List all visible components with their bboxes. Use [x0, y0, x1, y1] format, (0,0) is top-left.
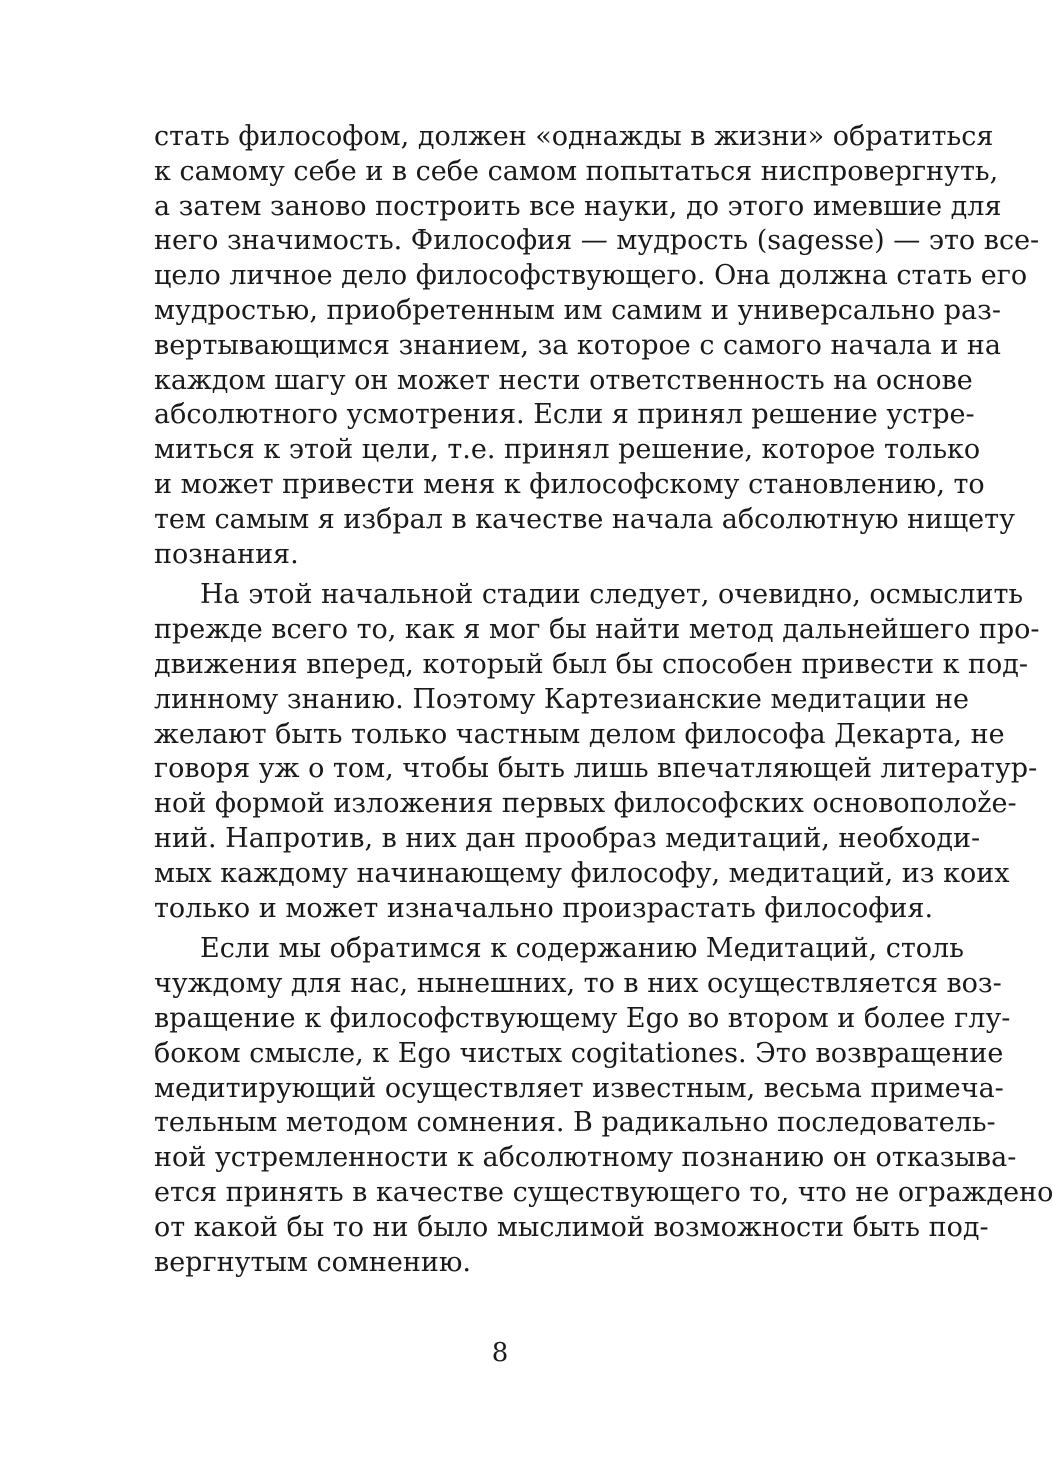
text-line: стать философом, должен «однажды в жизни» обратиться — [154, 121, 994, 152]
text-line: к самому себе и в себе самом попытаться ниспровергнуть, — [154, 155, 999, 187]
page-number: 8 — [491, 1338, 509, 1368]
text-line: мых каждому начинающему философу, медитаций, из коих — [154, 857, 1010, 889]
text-line: На этой начальной стадии следует, очевидно, осмыслить — [200, 579, 1024, 611]
paragraph-2 — [154, 578, 1040, 926]
text-line: от какой бы то ни было мыслимой возможности быть под- — [154, 1211, 989, 1243]
text-line: вертывающимся знанием, за которое с самого начала и на — [154, 329, 1002, 361]
text-line: него значимость. Философия — мудрость (sagesse) — это все- — [154, 225, 1040, 257]
text-line: линному знанию. Поэтому Картезианские медитации не — [154, 683, 970, 715]
text-line: ется принять в качестве существующего то, что не ограждено — [154, 1176, 1053, 1208]
text-line: только и может изначально произрастать философия. — [154, 892, 934, 924]
text-line: желают быть только частным делом философа Декарта, не — [154, 718, 1005, 750]
text-line: и может привести меня к философскому становлению, то — [154, 468, 985, 500]
text-line: ний. Напротив, в них дан прообраз медитаций, необходи- — [154, 822, 981, 854]
text-line: познания. — [154, 538, 299, 570]
text-line: мудростью, приобретенным им самим и универсально раз- — [154, 294, 1001, 326]
text-line: миться к этой цели, т.е. принял решение, которое только — [154, 434, 981, 466]
text-line: цело личное дело философствующего. Она должна стать его — [154, 260, 1028, 292]
text-line: боком смысле, к Ego чистых cogitationes. Это возвращение — [154, 1037, 1004, 1069]
body-text — [154, 120, 1053, 1280]
text-line: медитирующий осуществляет известным, весьма примеча- — [154, 1072, 1004, 1104]
text-line: вращение к философствующему Ego во втором и более глу- — [154, 1002, 1011, 1034]
text-line: а затем заново построить все науки, до этого имевшие для — [154, 190, 1002, 222]
text-line: ной формой изложения первых философских основополože- — [154, 788, 1017, 820]
text-line: тельным методом сомнения. В радикально последователь- — [154, 1107, 996, 1139]
text-line: чуждому для нас, нынешних, то в них осуществляется воз- — [154, 968, 1002, 1000]
text-line: Если мы обратимся к содержанию Медитаций, столь — [200, 933, 964, 965]
text-line: вергнутым сомнению. — [154, 1246, 471, 1278]
text-line: каждом шагу он может нести ответственность на основе — [154, 364, 973, 396]
text-line: абсолютного усмотрения. Если я принял решение устре- — [154, 399, 975, 431]
text-line: ной устремленности к абсолютному познанию он отказыва- — [154, 1142, 1017, 1174]
text-line: тем самым я избрал в качестве начала абсолютную нищету — [154, 503, 1015, 535]
paragraph-1 — [154, 120, 1040, 572]
paragraph-3 — [154, 932, 1053, 1280]
text-line: движения вперед, который был бы способен привести к под- — [154, 648, 1029, 680]
text-line: говоря уж о том, чтобы быть лишь впечатляющей литератур- — [154, 753, 1038, 785]
text-line: прежде всего то, как я мог бы найти метод дальнейшего про- — [154, 614, 1040, 646]
